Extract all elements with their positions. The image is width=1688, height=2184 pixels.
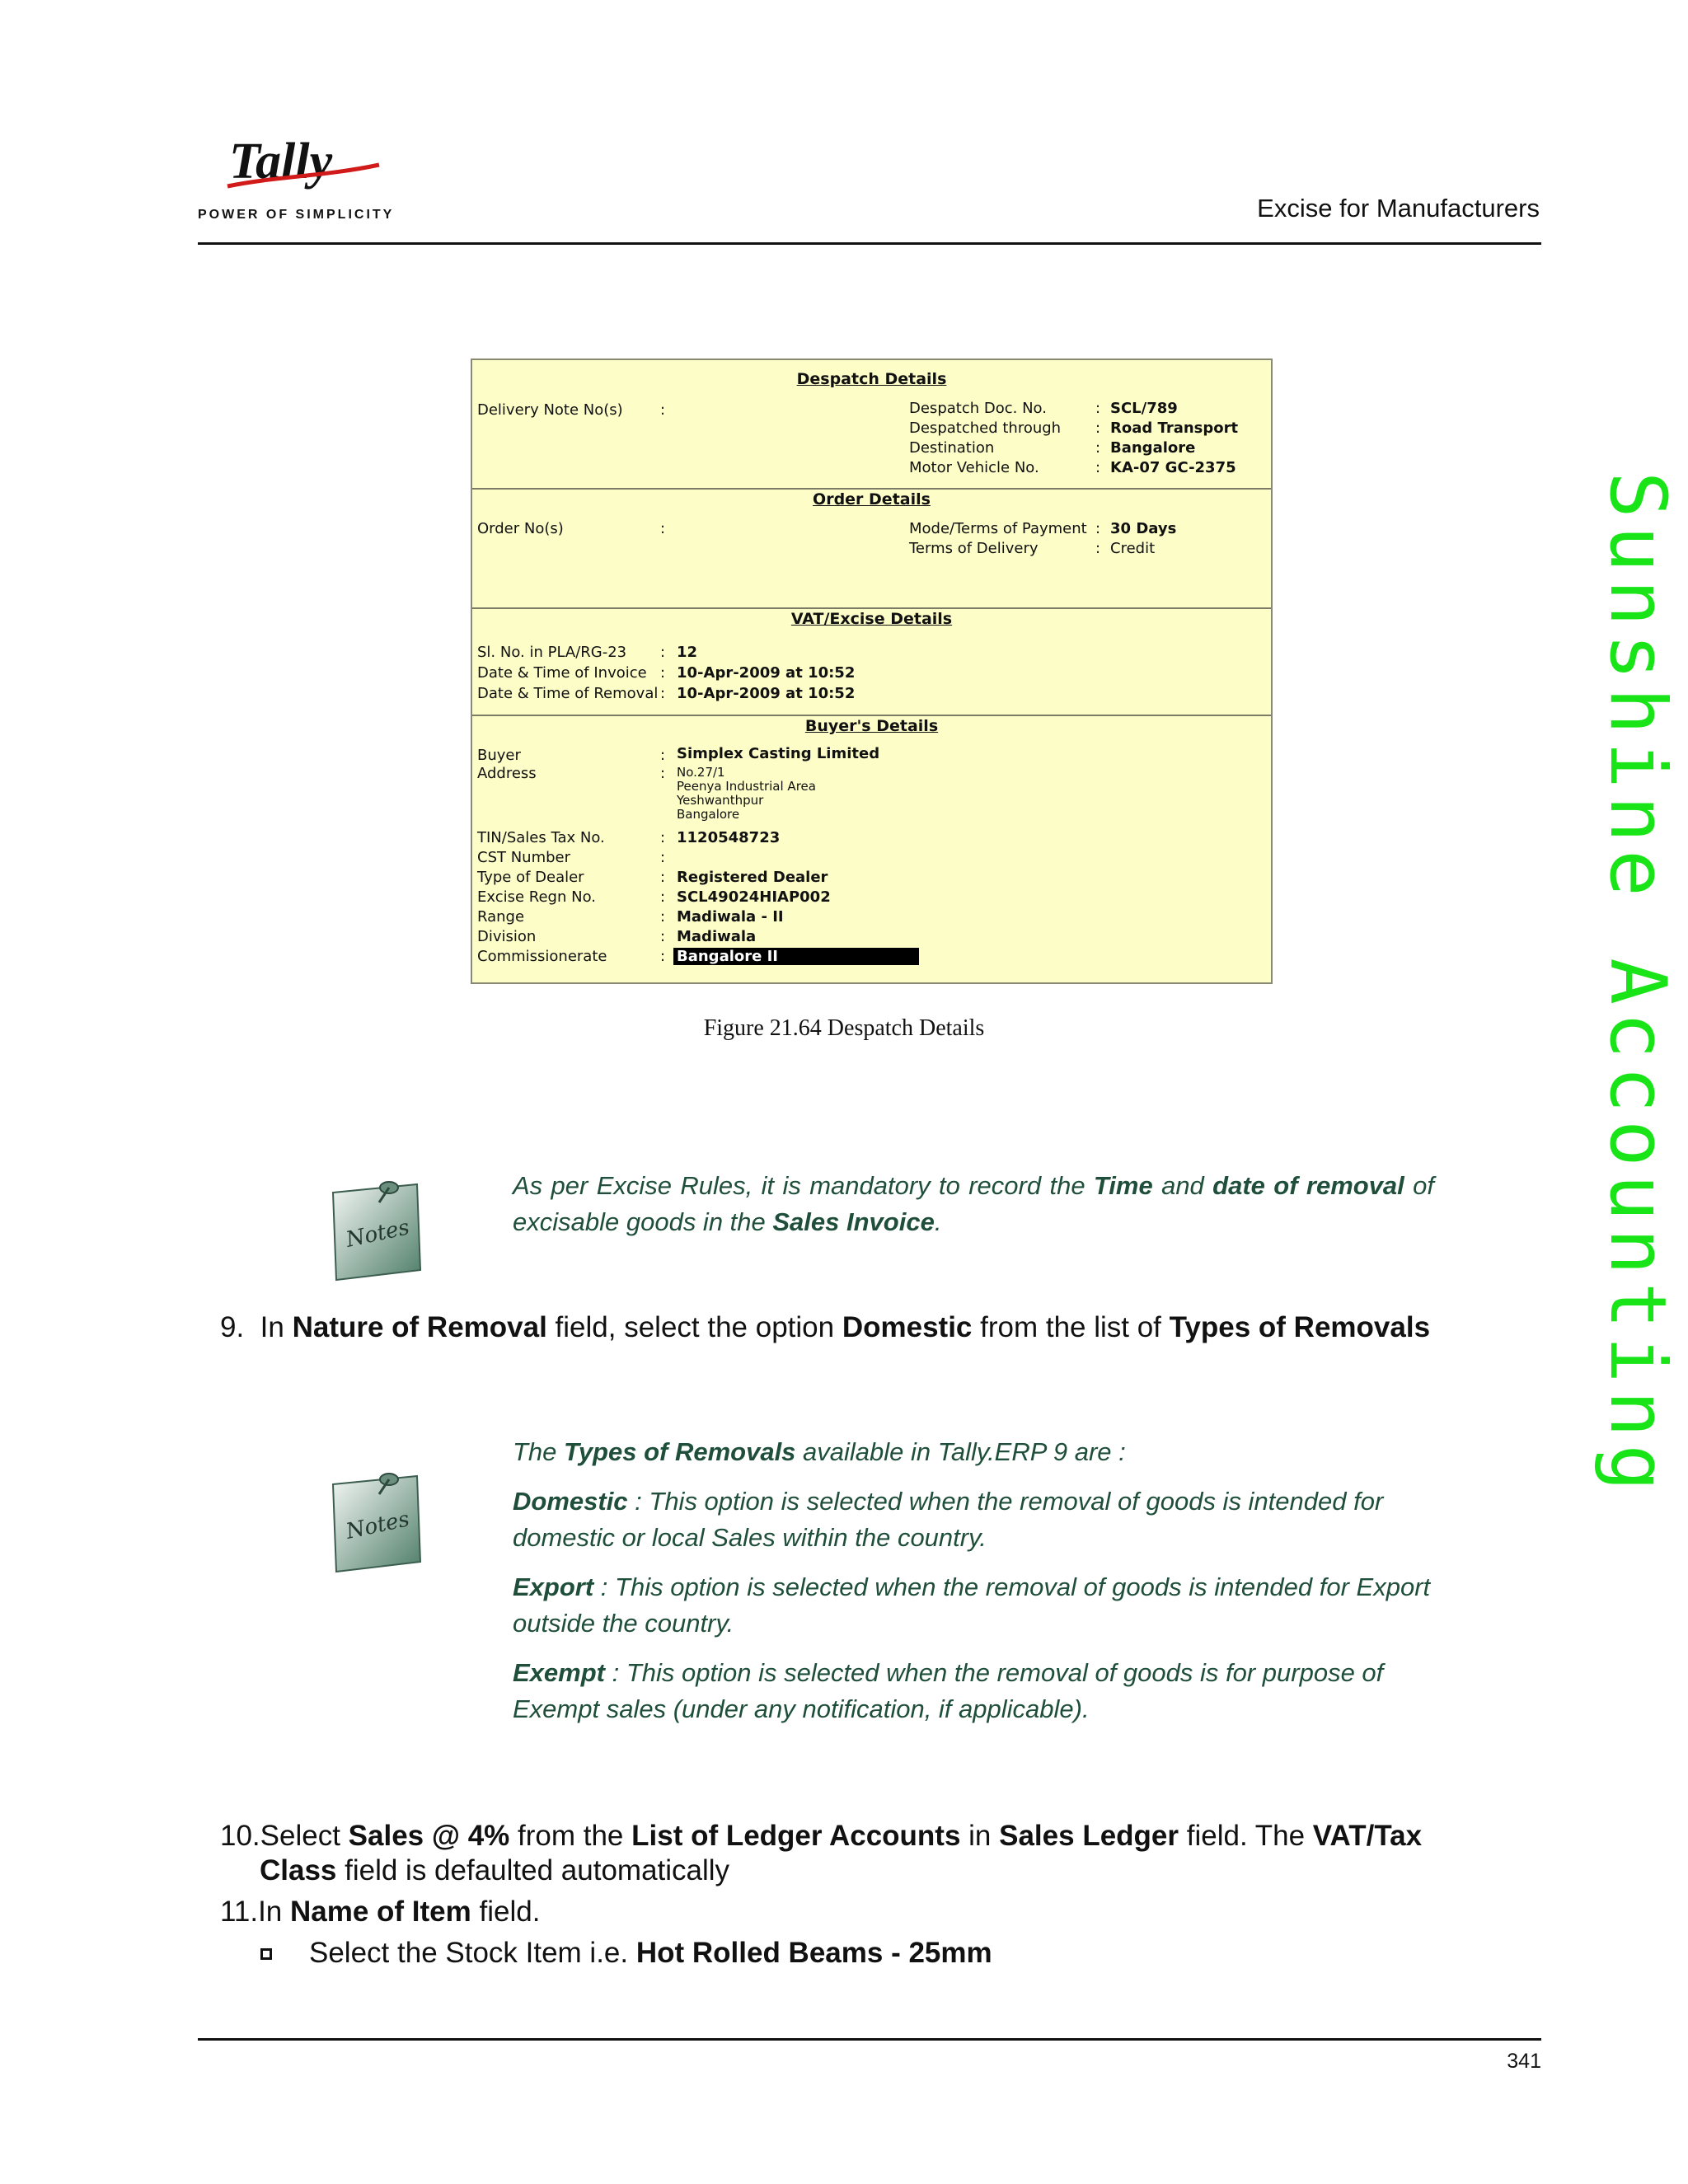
bullet-stock-item: Select the Stock Item i.e. Hot Rolled Beams - 25mm — [309, 1937, 992, 1969]
despatch-details-screen — [471, 359, 1273, 984]
section-divider — [472, 715, 1271, 716]
footer-divider — [198, 2038, 1541, 2041]
colon: : — [660, 948, 666, 965]
delivery-note-colon: : — [660, 401, 666, 419]
note-2 — [513, 1434, 1434, 1741]
colon: : — [660, 829, 666, 846]
colon: : — [660, 888, 666, 906]
header-divider — [198, 242, 1541, 245]
page-number: 341 — [1507, 2050, 1541, 2073]
address-line: Yeshwanthpur — [677, 793, 764, 808]
payment-terms-label: Mode/Terms of Payment — [909, 520, 1087, 537]
invoice-datetime-value: 10-Apr-2009 at 10:52 — [677, 664, 856, 682]
colon: : — [660, 928, 666, 945]
vat-heading: VAT/Excise Details — [790, 610, 953, 628]
section-divider — [472, 607, 1271, 609]
colon: : — [1095, 459, 1101, 476]
colon: : — [1095, 419, 1101, 437]
colon: : — [1095, 400, 1101, 417]
address-line: Peenya Industrial Area — [677, 779, 816, 794]
address-line: No.27/1 — [677, 765, 725, 780]
address-line: Bangalore — [677, 807, 740, 822]
delivery-note-label: Delivery Note No(s) — [477, 401, 623, 419]
figure-caption: Figure 21.64 Despatch Details — [703, 1015, 985, 1041]
note-2-exempt: Exempt : This option is selected when the removal of goods is for purpose of Exempt sales (under any notification, if applicable). — [513, 1658, 1384, 1723]
despatch-doc-value: SCL/789 — [1110, 400, 1178, 417]
notes-icon-label: Notes — [344, 1215, 412, 1253]
step-11: 11.In Name of Item field. — [220, 1896, 541, 1928]
dealer-type-label: Type of Dealer — [477, 869, 584, 886]
colon: : — [1095, 439, 1101, 457]
note-2-intro: The Types of Removals available in Tally.ERP 9 are : — [513, 1437, 1126, 1466]
tally-logo — [198, 132, 396, 227]
despatch-doc-label: Despatch Doc. No. — [909, 400, 1047, 417]
delivery-terms-value: Credit — [1110, 540, 1156, 557]
bullet-marker — [260, 1948, 272, 1960]
pla-rg23-label: Sl. No. in PLA/RG-23 — [477, 644, 627, 661]
buyer-heading: Buyer's Details — [804, 717, 939, 735]
invoice-datetime-label: Date & Time of Invoice — [477, 664, 647, 682]
note-2-domestic: Domestic : This option is selected when the removal of goods is intended for domestic or local Sales within the country. — [513, 1487, 1384, 1552]
division-value: Madiwala — [677, 928, 757, 945]
address-label: Address — [477, 765, 537, 782]
despatched-through-value: Road Transport — [1110, 419, 1239, 437]
colon: : — [660, 849, 666, 866]
tally-logo-mark — [226, 132, 382, 198]
commissionerate-field[interactable]: Bangalore II — [673, 948, 919, 965]
removal-datetime-label: Date & Time of Removal — [477, 685, 659, 702]
notes-icon — [328, 1466, 425, 1573]
range-label: Range — [477, 908, 525, 926]
excise-regn-value: SCL49024HIAP002 — [677, 888, 831, 906]
range-value: Madiwala - II — [677, 908, 784, 926]
order-no-label: Order No(s) — [477, 520, 564, 537]
colon: : — [660, 869, 666, 886]
removal-datetime-value: 10-Apr-2009 at 10:52 — [677, 685, 856, 702]
buyer-value: Simplex Casting Limited — [677, 745, 880, 762]
motor-vehicle-label: Motor Vehicle No. — [909, 459, 1039, 476]
step-9: 9. In Nature of Removal field, select the option Domestic from the list of Types of Removals — [220, 1311, 1431, 1343]
pla-rg23-value: 12 — [677, 644, 698, 661]
note-1: As per Excise Rules, it is mandatory to record the Time and date of removal of excisable goods in the Sales Invoice. — [513, 1171, 1435, 1236]
chapter-title: Excise for Manufacturers — [1257, 194, 1540, 223]
payment-terms-value: 30 Days — [1110, 520, 1177, 537]
colon: : — [660, 908, 666, 926]
despatch-heading: Despatch Details — [796, 370, 947, 388]
colon: : — [1095, 520, 1101, 537]
delivery-terms-label: Terms of Delivery — [909, 540, 1039, 557]
tin-value: 1120548723 — [677, 829, 781, 846]
destination-value: Bangalore — [1110, 439, 1196, 457]
cst-label: CST Number — [477, 849, 571, 866]
dealer-type-value: Registered Dealer — [677, 869, 828, 886]
section-divider — [472, 488, 1271, 490]
colon: : — [660, 644, 666, 661]
colon: : — [660, 765, 666, 782]
logo-tagline: POWER OF SIMPLICITY — [198, 208, 395, 222]
colon: : — [660, 664, 666, 682]
colon: : — [660, 747, 666, 764]
step-10: 10.Select Sales @ 4% from the List of Ledger Accounts in Sales Ledger field. The VAT/Tax — [220, 1820, 1423, 1852]
colon: : — [1095, 540, 1101, 557]
division-label: Division — [477, 928, 537, 945]
note-2-export: Export : This option is selected when the removal of goods is intended for Export outside the country. — [513, 1572, 1431, 1638]
colon: : — [660, 685, 666, 702]
excise-regn-label: Excise Regn No. — [477, 888, 596, 906]
logo-text: Tally — [229, 134, 333, 190]
motor-vehicle-value: KA-07 GC-2375 — [1110, 459, 1236, 476]
buyer-label: Buyer — [477, 747, 521, 764]
despatched-through-label: Despatched through — [909, 419, 1062, 437]
step-10-continued: Class field is defaulted automatically — [260, 1854, 730, 1886]
watermark: Sunshine Accounting — [1592, 471, 1682, 1499]
tin-label: TIN/Sales Tax No. — [477, 829, 605, 846]
notes-icon-label: Notes — [344, 1507, 412, 1544]
destination-label: Destination — [909, 439, 995, 457]
commissionerate-label: Commissionerate — [477, 948, 607, 965]
colon: : — [660, 520, 666, 537]
notes-icon — [328, 1174, 425, 1282]
order-heading: Order Details — [813, 490, 931, 509]
